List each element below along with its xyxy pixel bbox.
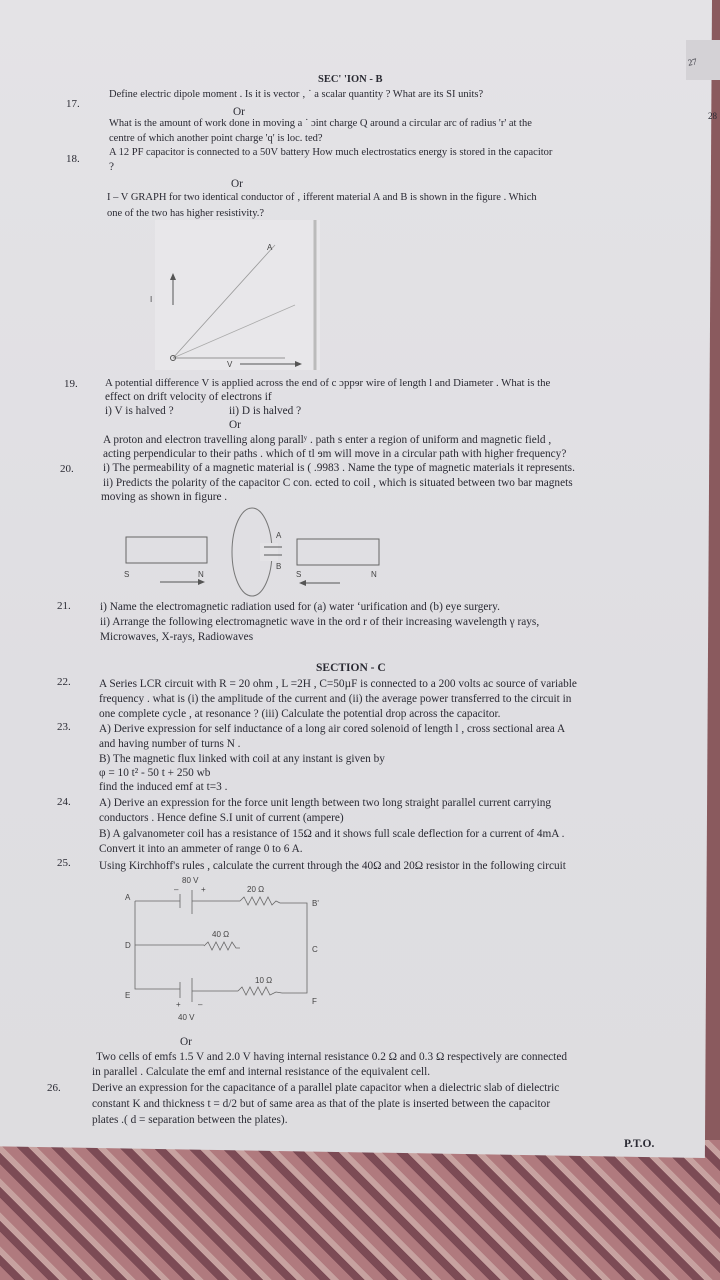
q22-text: A Series LCR circuit with R = 20 ohm , L =2H , C=50µF is connected to a 200 volts ac source of variable xyxy=(99,678,577,690)
q19-alt-text-2: acting perpendicular to their paths . which of tl ɘm will move in a circular path with higher frequency? xyxy=(103,448,567,460)
q18-alt-text-2: one of the two has higher resistivity.? xyxy=(107,208,265,219)
q21-text-3: Microwaves, X-rays, Radiowaves xyxy=(100,631,254,643)
plus-sign: + xyxy=(176,1000,181,1009)
q26-text-2: constant K and thickness t = d/2 but of same area as that of the plate is inserted between the capacitor xyxy=(92,1098,551,1110)
resistor-40-label: 40 Ω xyxy=(212,930,230,939)
q17-text: Define electric dipole moment . Is it is vector ‚ ˙ a scalar quantity ? What are its SI units? xyxy=(109,89,484,100)
left-magnet-n: N xyxy=(198,570,204,579)
q25-alt-text: Two cells of emfs 1.5 V and 2.0 V having internal resistance 0.2 Ω and 0.3 Ω respectively are connected xyxy=(96,1051,567,1063)
y-axis-label: I xyxy=(150,295,153,304)
q23-formula: φ = 10 t² - 50 t + 250 wb xyxy=(99,767,211,779)
right-magnet-n: N xyxy=(371,570,377,579)
q20-number: 20. xyxy=(60,463,74,475)
minus-sign: – xyxy=(174,885,179,894)
q19-option-1: i) V is halved ? xyxy=(105,405,174,417)
q17-alt-text-2: centre of which another point charge 'q' is loc. ted? xyxy=(109,133,323,144)
q18-text: A 12 PF capacitor is connected to a 50V battery How much electrostatics energy is stored in the capacitor xyxy=(109,147,553,158)
page-number-top: 27 xyxy=(687,56,698,68)
page-number-edge: 28 xyxy=(708,111,717,121)
q19-text-2: effect on drift velocity of electrons if xyxy=(105,391,272,403)
node-a: A xyxy=(125,893,131,902)
q23-text: A) Derive expression for self inductance of a long air cored solenoid of length l , cross sectional area A xyxy=(99,723,566,735)
or-label: Or xyxy=(180,1036,192,1048)
or-label: Or xyxy=(229,419,241,431)
minus-sign: – xyxy=(198,1000,203,1009)
q18-text-2: ? xyxy=(109,161,115,173)
plus-sign: + xyxy=(201,885,206,894)
plate-b-label: B xyxy=(276,562,282,571)
q25-text: Using Kirchhoff's rules , calculate the current through the 40Ω and 20Ω resistor in the following circuit xyxy=(99,860,566,872)
left-magnet-s: S xyxy=(124,570,130,579)
q26-number: 26. xyxy=(47,1082,61,1094)
q18-number: 18. xyxy=(66,153,80,165)
q24-text-3: B) A galvanometer coil has a resistance of 15Ω and it shows full scale deflection for a current of 4mA . xyxy=(99,828,565,840)
node-d: D xyxy=(125,941,131,950)
pto-label: P.T.O. xyxy=(624,1138,655,1150)
q23-text-3: B) The magnetic flux linked with coil at any instant is given by xyxy=(99,753,385,765)
battery-40v-label: 40 V xyxy=(178,1013,195,1022)
q25-number: 25. xyxy=(57,857,71,869)
q23-text-5: find the induced emf at t=3 . xyxy=(99,781,228,793)
x-axis-label: V xyxy=(227,360,233,369)
q19-alt-text: A proton and electron travelling along parallʸ . path s enter a region of uniform and magnetic field , xyxy=(103,434,552,446)
bar-magnet-figure xyxy=(110,505,390,600)
q21-text-2: ii) Arrange the following electromagnetic wave in the ord r of their increasing wavelength γ rays, xyxy=(100,616,540,628)
q23-number: 23. xyxy=(57,721,71,733)
line-a-label: A xyxy=(267,243,273,252)
q26-text: Derive an expression for the capacitance of a parallel plate capacitor when a dielectric slab of dielectric xyxy=(92,1082,560,1094)
q24-number: 24. xyxy=(57,796,71,808)
iv-graph xyxy=(150,220,325,370)
q20-text: i) The permeability of a magnetic material is ( .9983 . Name the type of magnetic materials it represents. xyxy=(103,462,575,474)
q18-alt-text: I – V GRAPH for two identical conductor of ‚ ifferent material A and B is shown in the figure . Which xyxy=(107,192,537,203)
q23-text-2: and having number of turns N . xyxy=(99,738,241,750)
q22-text-2: frequency . what is (i) the amplitude of the current and (ii) the average power transferred to the circuit in xyxy=(99,693,572,705)
resistor-20-label: 20 Ω xyxy=(247,885,265,894)
or-label: Or xyxy=(231,178,243,190)
q26-text-3: plates .( d = separation between the plates). xyxy=(92,1114,288,1126)
q21-number: 21. xyxy=(57,600,71,612)
node-b: B' xyxy=(312,899,319,908)
node-e: E xyxy=(125,991,131,1000)
q24-text-4: Convert it into an ammeter of range 0 to 6 A. xyxy=(99,843,303,855)
q24-text-2: conductors . Hence define S.I unit of current (ampere) xyxy=(99,812,344,824)
rug-background xyxy=(0,1140,720,1280)
q25-alt-text-2: in parallel . Calculate the emf and internal resistance of the equivalent cell. xyxy=(92,1066,431,1078)
q21-text: i) Name the electromagnetic radiation used for (a) water ʻurification and (b) eye surgery. xyxy=(100,601,500,613)
circuit-diagram xyxy=(100,870,360,1020)
q22-number: 22. xyxy=(57,676,71,688)
section-c-heading: SECTION - C xyxy=(316,662,386,674)
q17-alt-text: What is the amount of work done in moving a ˙ ɔint charge Q around a circular arc of radius 'r' at the xyxy=(109,118,532,129)
q24-text: A) Derive an expression for the force unit length between two long straight parallel current carrying xyxy=(99,797,552,809)
q19-number: 19. xyxy=(64,378,78,390)
q20-text-2: ii) Predicts the polarity of the capacitor C con. ected to coil , which is situated between two bar magnets xyxy=(103,477,573,489)
battery-80v-label: 80 V xyxy=(182,876,199,885)
q19-text: A potential difference V is applied across the end of c ɔppɘr wire of length l and Diameter . What is the xyxy=(105,377,551,389)
section-b-heading: SEC' 'ION - B xyxy=(318,74,383,85)
q17-number: 17. xyxy=(66,98,80,110)
or-label: Or xyxy=(233,106,245,118)
q19-option-2: ii) D is halved ? xyxy=(229,405,302,417)
right-magnet-s: S xyxy=(296,570,302,579)
node-c: C xyxy=(312,945,318,954)
q22-text-3: one complete cycle , at resonance ? (iii) Calculate the potential drop across the capacitor. xyxy=(99,708,501,720)
plate-a-label: A xyxy=(276,531,282,540)
q20-text-3: moving as shown in figure . xyxy=(101,491,228,503)
resistor-10-label: 10 Ω xyxy=(255,976,273,985)
node-f: F xyxy=(312,997,317,1006)
